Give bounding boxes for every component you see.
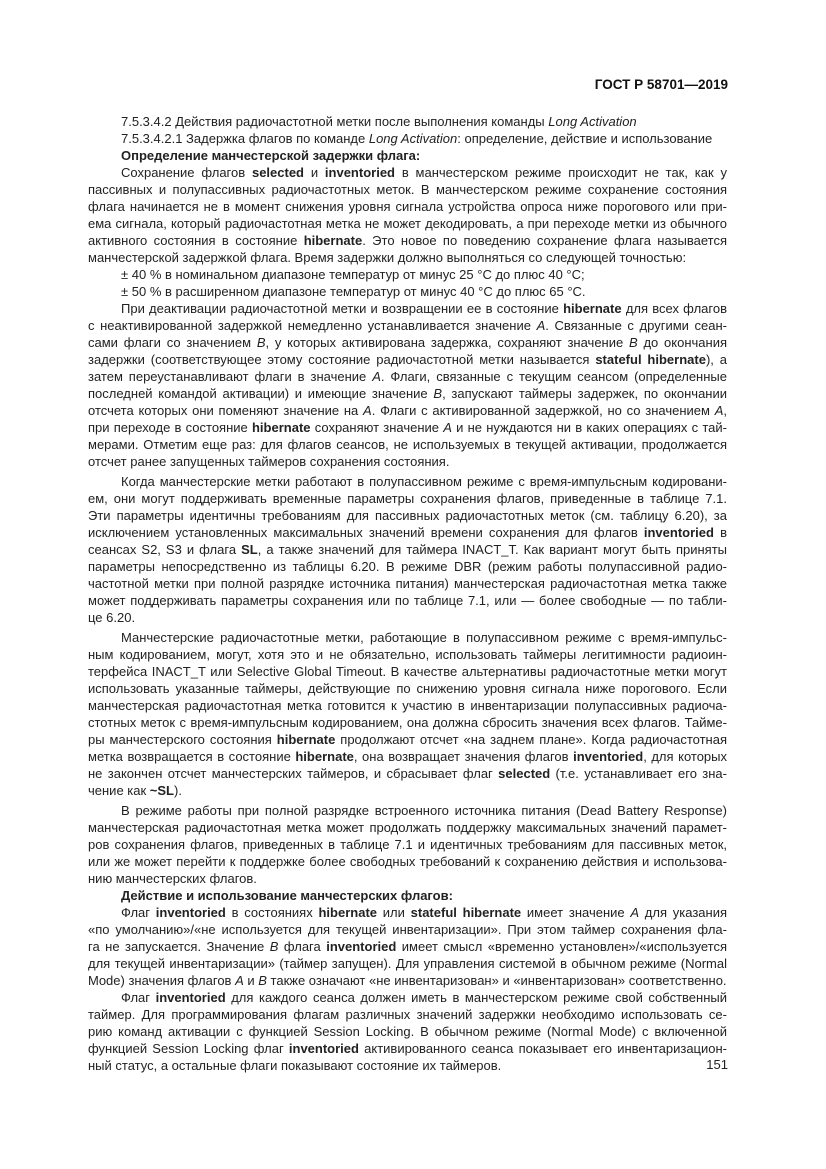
- bold-term: hibernate: [295, 749, 354, 764]
- text-run: ± 50 % в расширенном диапазоне температур от минус 40 °С до плюс 65 °С.: [121, 284, 586, 299]
- text-run: 7.5.3.4.2.1 Задержка флагов по команде: [121, 131, 369, 146]
- bold-term: inventoried: [643, 525, 714, 540]
- text-line: [88, 870, 727, 887]
- text-run: или же может перейти к поддержке более свободных требований к сохранению действия и использова-: [88, 854, 727, 869]
- bold-term: stateful hibernate: [410, 905, 522, 920]
- text-run: . Это новое по поведению сохранение флага называется: [362, 233, 727, 248]
- text-run: для каждого сеанса должен иметь в манчестерском режиме свой собственный: [225, 990, 727, 1005]
- text-run: , запускают таймеры задержек, по окончании: [442, 386, 727, 401]
- text-line: [88, 249, 727, 266]
- italic-term: B: [258, 973, 267, 988]
- italic-term: B: [433, 386, 443, 401]
- text-run: ры манчестерского состояния: [88, 732, 277, 747]
- paragraph: [88, 300, 727, 470]
- paragraph: [88, 989, 727, 1074]
- text-run: манчестерская радиочастотная метка готовится к участию в инвентаризации полупассивных радиоча-: [88, 698, 727, 713]
- text-line: [88, 419, 727, 436]
- text-line: [88, 714, 727, 731]
- text-line: [88, 130, 727, 147]
- text-run: для текущей инвентаризации» (таймер запущен). Для управления системой в обычном режиме (Normal: [88, 956, 727, 971]
- text-run: и: [243, 973, 259, 988]
- text-run: имеет смысл «временно установлен»/«используется: [396, 939, 727, 954]
- text-run: 7.5.3.4.2 Действия радиочастотной метки после выполнения команды: [121, 114, 549, 129]
- text-line: [88, 938, 727, 955]
- paragraph: [88, 626, 727, 799]
- text-run: исключением установленных максимальных значений времени сохранения для флагов: [88, 525, 644, 540]
- text-line: [88, 351, 727, 368]
- text-run: манчестерская радиочастотная метка может продолжать поддержку максимальных значений парамет-: [88, 820, 727, 835]
- text-run: затем переустанавливают флаги в значение: [88, 369, 373, 384]
- text-line: [88, 436, 727, 453]
- text-run: последней командой активации) и имеющие значение: [88, 386, 434, 401]
- text-run: до окончания: [637, 335, 727, 350]
- bold-term: stateful hibernate: [595, 352, 706, 367]
- bold-term: SL: [241, 542, 258, 557]
- text-line: [88, 782, 727, 799]
- text-run: стотных меток с время-импульсным кодированием, она должна сбросить значения всех флагов. Тайме-: [88, 715, 727, 730]
- text-line: [88, 507, 727, 524]
- text-line: [88, 921, 727, 938]
- bold-term: selected: [498, 766, 551, 781]
- paragraph: [88, 470, 727, 626]
- italic-term: B: [269, 939, 279, 954]
- text-run: отсчет ранее запущенных таймеров сохранения состояния.: [88, 454, 450, 469]
- text-run: в состояниях: [225, 905, 319, 920]
- bold-term: inventoried: [155, 990, 226, 1005]
- bold-term: inventoried: [324, 165, 395, 180]
- text-run: использовать указанные таймеры, действующие по снижению уровня сигнала ниже порогового. Если: [88, 681, 727, 696]
- paragraph: [88, 130, 727, 147]
- text-run: функцией Session Locking флаг: [88, 1041, 289, 1056]
- text-run: ный статус, а остальные флаги показывают состояние их таймеров.: [88, 1058, 502, 1073]
- text-line: [88, 368, 727, 385]
- text-line: [88, 697, 727, 714]
- text-run: Эти параметры идентичны требованиям для пассивных радиочастотных меток (см. таблицу 6.20), за: [88, 508, 727, 523]
- italic-term: A: [363, 403, 372, 418]
- text-line: [88, 1057, 727, 1074]
- text-line: [88, 524, 727, 541]
- paragraph: [88, 147, 727, 164]
- text-line: [88, 680, 727, 697]
- text-run: Флаг: [121, 905, 156, 920]
- text-line: [88, 181, 727, 198]
- text-run: активированного сеанса показывает его инвентаризацион-: [358, 1041, 727, 1056]
- bold-term: hibernate: [318, 905, 377, 920]
- text-run: . Связанные с другими сеан-: [545, 318, 727, 333]
- bold-term: hibernate: [303, 233, 363, 248]
- text-line: [88, 609, 727, 626]
- text-line: [88, 972, 727, 989]
- paragraph: [88, 164, 727, 266]
- text-run: сохраняют значение: [310, 420, 444, 435]
- text-run: для указания: [639, 905, 727, 920]
- text-run: , а также значений для таймера INACT_T. Как вариант могут быть приняты: [257, 542, 727, 557]
- text-run: в: [713, 525, 727, 540]
- paragraph: [88, 799, 727, 887]
- text-run: . Флаги с активированной задержкой, но со значением: [371, 403, 715, 418]
- text-line: [88, 836, 727, 853]
- bold-term: selected: [251, 165, 305, 180]
- text-run: отсчета которых они поменяют значение на: [88, 403, 364, 418]
- paragraph: [88, 266, 727, 283]
- text-line: [88, 473, 727, 490]
- text-line: [88, 490, 727, 507]
- text-line: [88, 113, 727, 130]
- text-run: рию команд активации с функцией Session Locking. В обычном режиме (Normal Mode) с включенной: [88, 1024, 727, 1039]
- italic-term: A: [536, 318, 546, 333]
- bold-term: hibernate: [251, 420, 311, 435]
- text-line: [88, 198, 727, 215]
- text-line: [88, 402, 727, 419]
- text-line: [88, 317, 727, 334]
- text-run: флага: [278, 939, 327, 954]
- text-run: . Флаги, связанные с текущим сеансом (определенные: [380, 369, 727, 384]
- text-run: или: [377, 905, 411, 920]
- text-run: Манчестерские радиочастотные метки, работающие в полупассивном режиме с время-импульс-: [121, 630, 727, 645]
- text-run: задержки (соответствующее этому состояние радиочастотной метки называется: [88, 352, 596, 367]
- text-run: терфейса INACT_T или Selective Global Timeout. В качестве альтернативы радиочастотные метки могут: [88, 664, 727, 679]
- text-run: ема сигнала, который радиочастотная метка не может декодировать, а при переходе метки из обычного: [88, 216, 727, 231]
- text-run: может поддерживать параметры сохранения или по таблице 7.1, или — более свободные — по табли-: [88, 593, 727, 608]
- text-run: пассивных и полупассивных радиочастотных меток. В манчестерском режиме сохранение состояния: [88, 182, 727, 197]
- text-run: метка возвращается в состояние: [88, 749, 296, 764]
- text-run: нию манчестерских флагов.: [88, 871, 257, 886]
- text-line: [88, 1006, 727, 1023]
- text-run: ± 40 % в номинальном диапазоне температур от минус 25 °С до плюс 40 °С;: [121, 267, 585, 282]
- text-line: [88, 1023, 727, 1040]
- text-line: [88, 989, 727, 1006]
- text-line: [88, 748, 727, 765]
- text-line: [88, 283, 727, 300]
- text-line: [88, 164, 727, 181]
- italic-term: B: [629, 335, 638, 350]
- text-line: [88, 453, 727, 470]
- text-line: [88, 887, 727, 904]
- text-run: имеет значение: [521, 905, 631, 920]
- text-line: [88, 266, 727, 283]
- text-run: Mode) значения флагов: [88, 973, 236, 988]
- bold-term: inventoried: [573, 749, 644, 764]
- text-line: [88, 731, 727, 748]
- text-run: манчестерской задержкой флага. Время задержки должно выполняться со следующей точностью:: [88, 250, 687, 265]
- text-run: ).: [174, 783, 182, 798]
- italic-term: A: [372, 369, 381, 384]
- text-run: Когда манчестерские метки работают в полупассивном режиме с время-импульсным кодировани-: [121, 474, 727, 489]
- text-line: [88, 1040, 727, 1057]
- paragraph: [88, 887, 727, 904]
- text-run: (т.е. устанавливает его зна-: [550, 766, 727, 781]
- bold-term: ~SL: [149, 783, 175, 798]
- page-number: 151: [706, 1057, 728, 1072]
- text-line: [88, 802, 727, 819]
- bold-term: Определение манчестерской задержки флага:: [121, 148, 421, 163]
- text-run: В режиме работы при полной разрядке встроенного источника питания (Dead Battery Response): [121, 803, 727, 818]
- text-run: При деактивации радиочастотной метки и возвращении ее в состояние: [121, 301, 564, 316]
- text-run: ), а: [705, 352, 727, 367]
- text-run: , у которых активирована задержка, сохраняют значение: [265, 335, 630, 350]
- text-run: ем, они могут поддерживать временные параметры сохранения флагов, приведенные в таблице 7.1.: [88, 491, 727, 506]
- text-run: сами флаги со значением: [88, 335, 257, 350]
- text-run: сеансах S2, S3 и флага: [88, 542, 242, 557]
- text-run: также означают «не инвентаризован» и «инвентаризован» соответственно.: [266, 973, 727, 988]
- text-line: [88, 232, 727, 249]
- text-run: флага начинается не в момент снижения уровня сигнала устройства опроса ниже порогового или при-: [88, 199, 727, 214]
- paragraph: [88, 283, 727, 300]
- bold-term: hibernate: [563, 301, 622, 316]
- text-line: [88, 385, 727, 402]
- bold-term: Действие и использование манчестерских флагов:: [121, 888, 453, 903]
- bold-term: inventoried: [326, 939, 397, 954]
- text-line: [88, 765, 727, 782]
- text-line: [88, 541, 727, 558]
- text-line: [88, 663, 727, 680]
- text-run: ров сохранения флагов, приведенных в таблице 7.1 и идентичных требованиям для пассивных меток,: [88, 837, 727, 852]
- text-run: таймер. Для программирования флагам различных значений задержки необходимо использовать се-: [88, 1007, 727, 1022]
- text-run: чение как: [88, 783, 150, 798]
- text-line: [88, 215, 727, 232]
- text-run: частотной метки при полной разрядке источника питания) манчестерская радиочастотная метка также: [88, 576, 727, 591]
- text-run: в манчестерском режиме происходит не так, как у: [395, 165, 727, 180]
- text-line: [88, 853, 727, 870]
- text-line: [88, 300, 727, 317]
- text-run: , для которых: [643, 749, 727, 764]
- text-run: и: [304, 165, 325, 180]
- text-run: : определение, действие и использование: [457, 131, 713, 146]
- text-run: продолжают отсчет «на заднем плане». Когда радиочастотная: [335, 732, 727, 747]
- text-run: и не нуждаются ни в каких операциях с тай-: [451, 420, 727, 435]
- text-line: [88, 334, 727, 351]
- text-run: мерами. Отметим еще раз: для флагов сеансов, не используемых в текущей активации, продолжается: [88, 437, 727, 452]
- text-run: Флаг: [121, 990, 156, 1005]
- text-run: ным кодированием, могут, хотя это и не обязательно, использовать таймеры легитимности радиоин-: [88, 647, 727, 662]
- bold-term: hibernate: [276, 732, 336, 747]
- text-run: для всех флагов: [621, 301, 727, 316]
- text-run: , она возвращает значения флагов: [353, 749, 574, 764]
- text-line: [88, 558, 727, 575]
- text-run: це 6.20.: [88, 610, 136, 625]
- text-run: при переходе в состояние: [88, 420, 252, 435]
- text-line: [88, 955, 727, 972]
- bold-term: inventoried: [288, 1041, 359, 1056]
- text-run: га не запускается. Значение: [88, 939, 270, 954]
- text-run: параметры непосредственно из таблицы 6.20. В режиме DBR (режим работы полупассивной радио-: [88, 559, 727, 574]
- text-run: ,: [723, 403, 727, 418]
- standard-header: ГОСТ Р 58701—2019: [594, 77, 728, 92]
- italic-term: A: [235, 973, 244, 988]
- text-line: [88, 575, 727, 592]
- paragraph: [88, 904, 727, 989]
- bold-term: inventoried: [155, 905, 226, 920]
- text-line: [88, 904, 727, 921]
- paragraph: [88, 113, 727, 130]
- italic-term: A: [714, 403, 724, 418]
- text-line: [88, 646, 727, 663]
- italic-term: B: [256, 335, 266, 350]
- text-line: [88, 629, 727, 646]
- italic-term: Long Activation: [368, 131, 458, 146]
- text-line: [88, 819, 727, 836]
- italic-term: Long Activation: [548, 114, 637, 129]
- text-line: [88, 147, 727, 164]
- italic-term: A: [443, 420, 452, 435]
- body-text: [88, 113, 727, 1074]
- text-line: [88, 592, 727, 609]
- text-run: активного состояния в состояние: [88, 233, 304, 248]
- italic-term: A: [630, 905, 640, 920]
- text-run: не закончен отсчет манчестерских таймеров, и сбрасывает флаг: [88, 766, 499, 781]
- text-run: «по умолчанию»/«не используется для текущей инвентаризации». При этом таймер сохранения фла-: [88, 922, 727, 937]
- text-run: Сохранение флагов: [121, 165, 252, 180]
- text-run: с неактивированной задержкой немедленно устанавливается значение: [88, 318, 537, 333]
